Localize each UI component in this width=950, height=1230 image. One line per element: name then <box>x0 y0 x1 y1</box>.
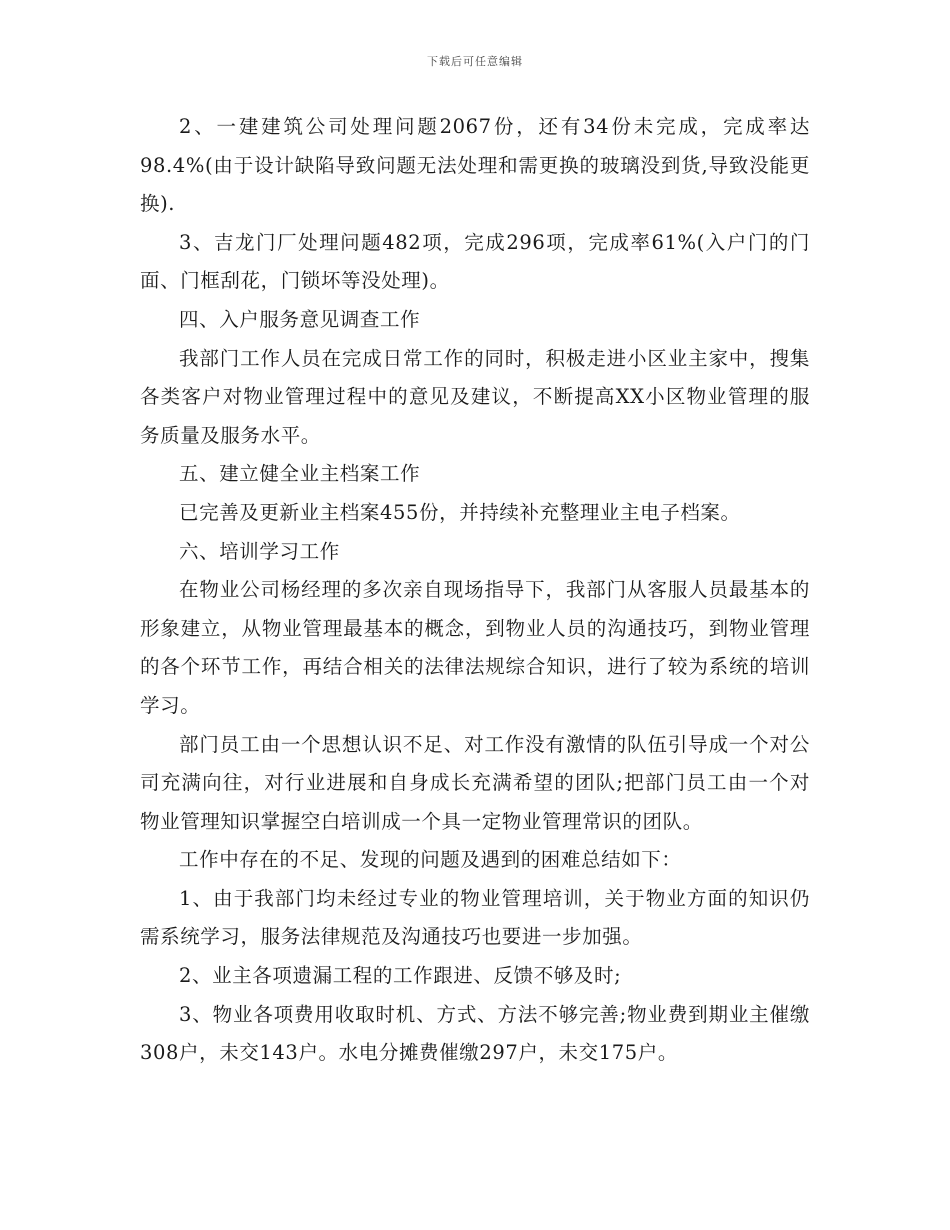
section-heading-5: 五、建立健全业主档案工作 <box>179 462 421 486</box>
paragraph-6: 部门员工由一个思想认识不足、对工作没有激情的队伍引导成一个对公司充满向往，对行业进展和自身成长充满希望的团队;把部门员工由一个对物业管理知识掌握空白培训成一个具一定物业管理常识的团队。 <box>140 732 810 833</box>
paragraph-3: 我部门工作人员在完成日常工作的同时，积极走进小区业主家中，搜集各类客户对物业管理过程中的意见及建议，不断提高XX小区物业管理的服务质量及服务水平。 <box>140 346 810 447</box>
paragraph-2: 3、吉龙门厂处理问题482项，完成296项，完成率61%(入户门的门面、门框刮花，门锁坏等没处理)。 <box>140 230 810 293</box>
paragraph-1: 2、一建建筑公司处理问题2067份，还有34份未完成，完成率达98.4%(由于设计缺陷导致问题无法处理和需更换的玻璃没到货,导致没能更换). <box>140 115 810 216</box>
section-heading-6: 六、培训学习工作 <box>179 539 340 563</box>
document-body <box>140 108 810 1073</box>
paragraph-4: 已完善及更新业主档案455份，并持续补充整理业主电子档案。 <box>179 500 741 524</box>
paragraph-7: 工作中存在的不足、发现的问题及遇到的困难总结如下： <box>179 848 682 872</box>
paragraph-5: 在物业公司杨经理的多次亲自现场指导下，我部门从客服人员最基本的形象建立，从物业管理最基本的概念，到物业人员的沟通技巧，到物业管理的各个环节工作，再结合相关的法律法规综合知识，进行了较为系统的培训学习。 <box>140 578 810 717</box>
section-heading-4: 四、入户服务意见调查工作 <box>179 307 421 331</box>
paragraph-8: 1、由于我部门均未经过专业的物业管理培训，关于物业方面的知识仍需系统学习，服务法律规范及沟通技巧也要进一步加强。 <box>140 886 810 949</box>
paragraph-9: 2、业主各项遗漏工程的工作跟进、反馈不够及时; <box>179 964 622 988</box>
page-header: 下载后可任意编辑 <box>427 55 523 68</box>
paragraph-10: 3、物业各项费用收取时机、方式、方法不够完善;物业费到期业主催缴308户，未交143户。水电分摊费催缴297户，未交175户。 <box>140 1002 810 1065</box>
